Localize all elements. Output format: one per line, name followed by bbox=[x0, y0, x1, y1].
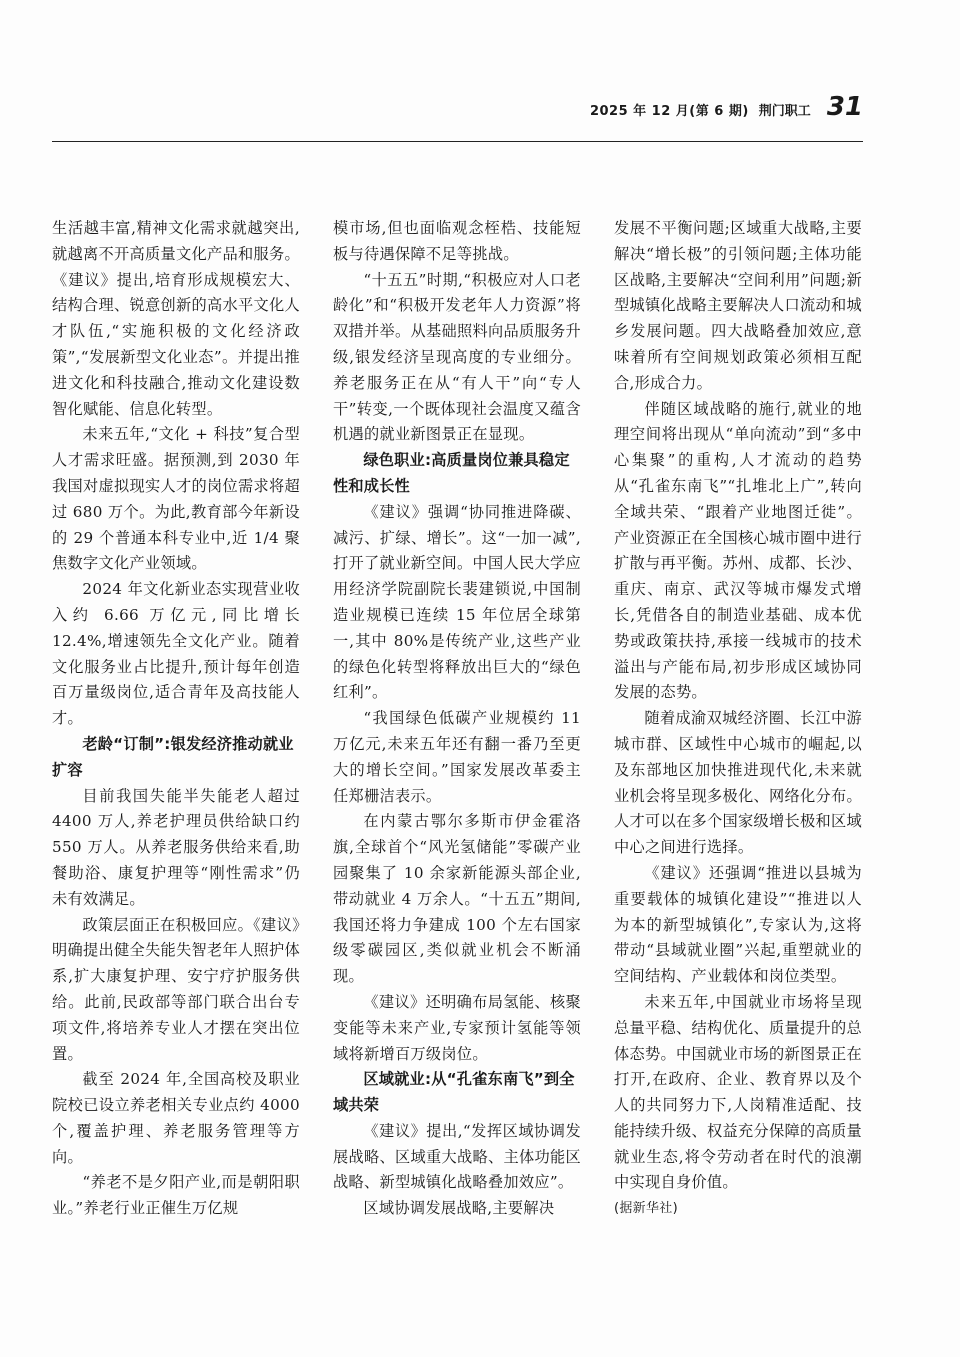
paragraph: 随着成渝双城经济圈、长江中游城市群、区域性中心城市的崛起,以及东部地区加快推进现代化,未来就业机会将呈现多极化、网络化分布。人才可以在多个国家级增长极和区域中心之间进行选择。 bbox=[614, 709, 862, 857]
paragraph: “十五五”时期,“积极应对人口老龄化”和“积极开发老年人力资源”将双措并举。从基础照料向品质服务升级,银发经济呈现高度的专业细分。养老服务正在从“有人干”向“专人干”转变,一个既体现社会温度又蕴含机遇的就业新图景正在显现。 bbox=[333, 270, 581, 444]
paragraph: 目前我国失能半失能老人超过 4400 万人,养老护理员供给缺口约 550 万人。从养老服务供给来看,助餐助浴、康复护理等“刚性需求”仍未有效满足。 bbox=[52, 786, 300, 908]
paragraph: 截至 2024 年,全国高校及职业院校已设立养老相关专业点约 4000 个,覆盖护理、养老服务管理等方向。 bbox=[52, 1070, 300, 1166]
paragraph: “养老不是夕阳产业,而是朝阳职业。”养老行业正催生万亿规 bbox=[52, 1173, 300, 1218]
section-heading: 老龄“订制”:银发经济推动就业扩容 bbox=[52, 734, 294, 779]
paragraph: 未来五年,“文化 + 科技”复合型人才需求旺盛。据预测,到 2030 年我国对虚拟现实人才的岗位需求将超过 680 万个。为此,教育部今年新设的 29 个普通本科专业中,近 1/4 聚焦数字文化产业领域。 bbox=[52, 425, 300, 573]
paragraph: 《建议》还强调“推进以县城为重要载体的城镇化建设”“推进以人为本的新型城镇化”,专家认为,这将带动“县域就业圈”兴起,重塑就业的空间结构、产业载体和岗位类型。 bbox=[614, 863, 862, 986]
article-body bbox=[52, 216, 863, 1296]
paragraph: 伴随区域战略的施行,就业的地理空间将出现从“单向流动”到“多中心集聚”的重构,人才流动的趋势从“孔雀东南飞”“扎堆北上广”,转向全域共荣、“跟着产业地图迁徙”。产业资源正在全国核心城市圈中进行扩散与再平衡。苏州、成都、长沙、重庆、南京、武汉等城市爆发式增长,凭借各自的制造业基础、成本优势或政策扶持,承接一线城市的技术溢出与产能布局,初步形成区域协同发展的态势。 bbox=[614, 399, 862, 702]
page-header bbox=[590, 92, 863, 128]
paragraph: 《建议》还明确布局氢能、核聚变能等未来产业,专家预计氢能等领域将新增百万级岗位。 bbox=[333, 992, 581, 1063]
paragraph: 模市场,但也面临观念桎梏、技能短板与待遇保障不足等挑战。 bbox=[333, 219, 581, 263]
page-number: 31 bbox=[826, 92, 863, 122]
column-3 bbox=[614, 216, 862, 1296]
paragraph: 未来五年,中国就业市场将呈现总量平稳、结构优化、质量提升的总体态势。中国就业市场的新图景正在打开,在政府、企业、教育界以及个人的共同努力下,人岗精准适配、技能持续升级、权益充分保障的高质量就业生态,将令劳动者在时代的浪潮中实现自身价值。 bbox=[614, 992, 862, 1192]
magazine-name: 荆门职工 bbox=[758, 104, 811, 119]
paragraph: 政策层面正在积极回应。《建议》明确提出健全失能失智老年人照护体系,扩大康复护理、安宁疗护服务供给。此前,民政部等部门联合出台专项文件,将培养专业人才摆在突出位置。 bbox=[52, 915, 300, 1063]
paragraph: 区域协调发展战略,主要解决 bbox=[363, 1199, 555, 1218]
section-heading: 区域就业:从“孔雀东南飞”到全域共荣 bbox=[333, 1070, 575, 1115]
header-rule bbox=[52, 141, 863, 142]
paragraph: 在内蒙古鄂尔多斯市伊金霍洛旗,全球首个“风光氢储能”零碳产业园聚集了 10 余家新能源头部企业,带动就业 4 万余人。“十五五”期间,我国还将力争建成 100 个左右国家级零碳园区,类似就业机会不断涌现。 bbox=[333, 812, 581, 986]
paragraph: 《建议》强调“协同推进降碳、减污、扩绿、增长”。这“一加一减”,打开了就业新空间。中国人民大学应用经济学院副院长裴建锁说,中国制造业规模已连续 15 年位居全球第一,其中 80%是传统产业,这些产业的绿色化转型将释放出巨大的“绿色红利”。 bbox=[333, 502, 581, 702]
source-credit: (据新华社) bbox=[614, 1201, 678, 1217]
column-2 bbox=[333, 216, 581, 1296]
section-heading: 绿色职业:高质量岗位兼具稳定性和成长性 bbox=[333, 451, 570, 495]
paragraph: 《建议》提出,“发挥区域协调发展战略、区域重大战略、主体功能区战略、新型城镇化战略叠加效应”。 bbox=[333, 1121, 581, 1192]
paragraph: 2024 年文化新业态实现营业收入约 6.66 万亿元,同比增长 12.4%,增速领先全文化产业。随着文化服务业占比提升,预计每年创造百万量级岗位,适合青年及高技能人才。 bbox=[52, 580, 300, 728]
paragraph: 生活越丰富,精神文化需求就越突出,就越离不开高质量文化产品和服务。《建议》提出,培育形成规模宏大、结构合理、锐意创新的高水平文化人才队伍,“实施积极的文化经济政策”,“发展新型文化业态”。并提出推进文化和科技融合,推动文化建设数智化赋能、信息化转型。 bbox=[52, 219, 300, 418]
column-1 bbox=[52, 216, 300, 1296]
paragraph: “我国绿色低碳产业规模约 11 万亿元,未来五年还有翻一番乃至更大的增长空间。”国家发展改革委主任郑栅洁表示。 bbox=[333, 709, 581, 805]
paragraph: 发展不平衡问题;区域重大战略,主要解决“增长极”的引领问题;主体功能区战略,主要解决“空间利用”问题;新型城镇化战略主要解决人口流动和城乡发展问题。四大战略叠加效应,意味着所有空间规划政策必须相互配合,形成合力。 bbox=[614, 219, 862, 392]
issue-date: 2025 年 12 月(第 6 期) bbox=[589, 104, 749, 119]
